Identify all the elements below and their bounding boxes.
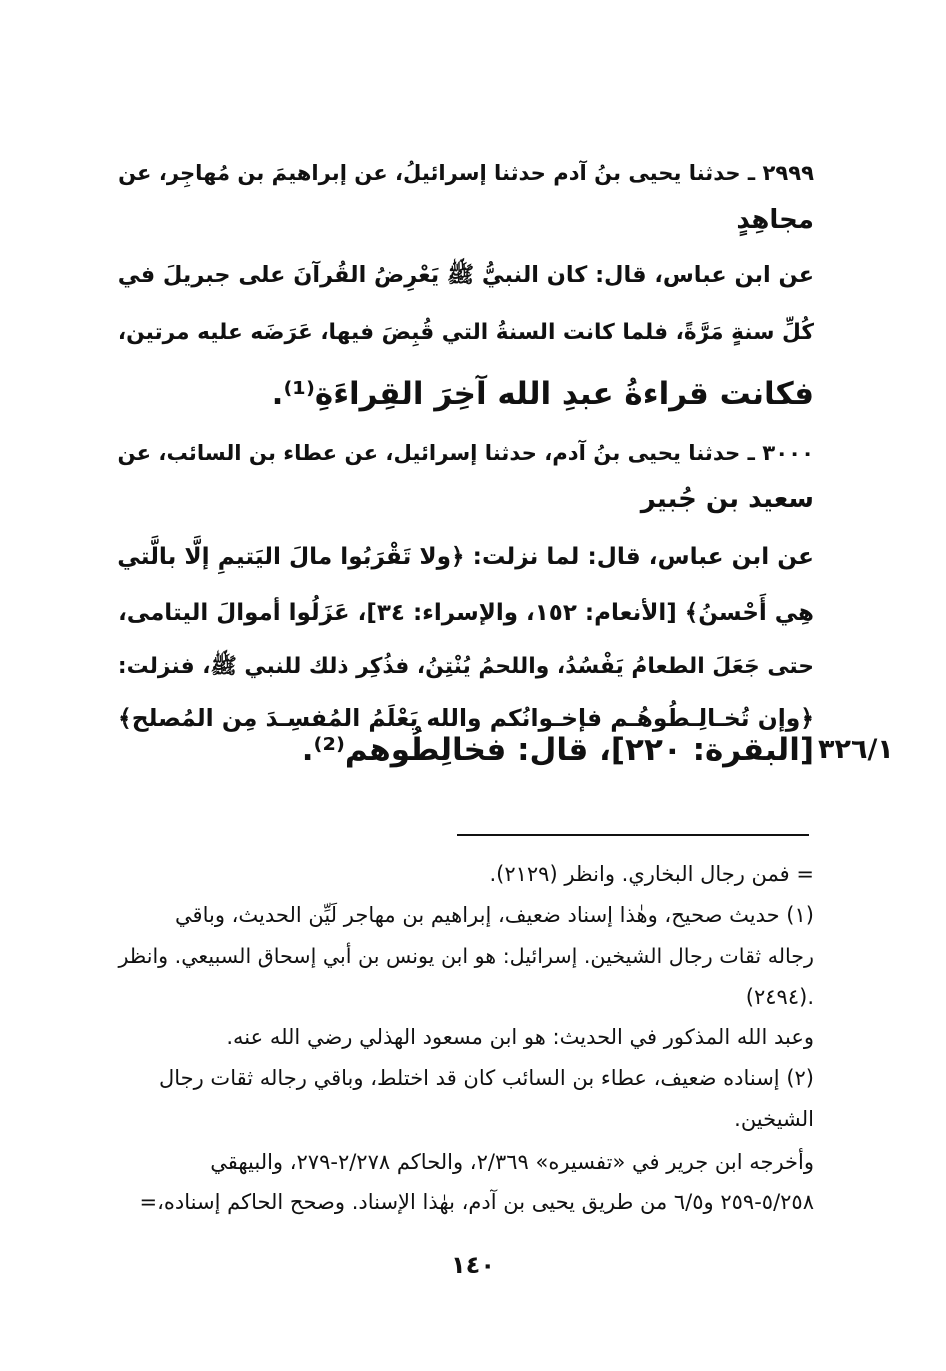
- footnote-line-4: (٢٤٩٤).: [745, 985, 814, 1009]
- footnote-separator: [457, 834, 809, 836]
- hadith-3000-matn-line-3: حتى جَعَلَ الطعامُ يَفْسُدُ، واللحمُ يُنْتِنُ، فذُكِر ذلك للنبي ﷺ، فنزلت:: [117, 654, 814, 679]
- hadith-2999-matn-line-1: عن ابن عباس، قال: كان النبيُّ ﷺ يَعْرِضُ القُرآنَ على جبريلَ في: [117, 262, 814, 288]
- hadith-3000-matn-line-4: ﴿وإن تُخـالِـطُوهُـم فإخـوانُكم والله يَعْلَمُ المُفسِـدَ مِن المُصلح﴾: [117, 704, 814, 732]
- hadith-3000-matn-line-2: هِي أَحْسنُ﴾ [الأنعام: ١٥٢، والإسراء: ٣٤]، عَزَلُوا أموالَ اليتامى،: [118, 600, 814, 626]
- footnote-line-1: = فمن رجال البخاري. وانظر (٢١٢٩).: [489, 862, 814, 886]
- footnote-line-2: (١) حديث صحيح، وهٰذا إسناد ضعيف، إبراهيم بن مهاجر لَيِّن الحديث، وباقي: [175, 903, 814, 927]
- footnote-line-9: ٥/٢٥٨-٢٥٩ و٦/٥ من طريق يحيى بن آدم، بهٰذا الإسناد. وصحح الحاكم إسناده،=: [139, 1190, 814, 1214]
- hadith-3000-matn-line-5: [البقرة: ٢٢٠]، قال: فخالِطُوهم⁽²⁾.: [301, 732, 814, 768]
- hadith-3000-matn-line-1: عن ابن عباس، قال: لما نزلت: ﴿ولا تَقْرَبُوا مالَ اليَتيمِ إلَّا بالَّتي: [117, 543, 814, 570]
- margin-volume-page-reference: ٣٢٦/١: [818, 734, 894, 765]
- footnote-line-5: وعبد الله المذكور في الحديث: هو ابن مسعود الهذلي رضي الله عنه.: [226, 1025, 814, 1049]
- hadith-2999-matn-line-2: كُلِّ سنةٍ مَرَّةً، فلما كانت السنةُ التي قُبِضَ فيها، عَرَضَه عليه مرتين،: [117, 320, 814, 345]
- footnote-line-8: وأخرجه ابن جرير في «تفسيره» ٢/٣٦٩، والحاكم ٢/٢٧٨-٢٧٩، والبيهقي: [210, 1150, 814, 1174]
- hadith-3000-isnad-line-1: ٣٠٠٠ ـ حدثنا يحيى بنُ آدم، حدثنا إسرائيل، عن عطاء بن السائب، عن: [117, 440, 814, 465]
- hadith-2999-isnad-line-2: مجاهِدٍ: [736, 205, 814, 235]
- footnote-line-7: الشيخين.: [734, 1107, 814, 1131]
- hadith-2999-matn-line-3: فكانت قراءةُ عبدِ الله آخِرَ القِراءَةِ⁽¹⁾.: [271, 376, 814, 412]
- page-number: ١٤٠: [451, 1251, 495, 1279]
- footnote-line-6: (٢) إسناده ضعيف، عطاء بن السائب كان قد اختلط، وباقي رجاله ثقات رجال: [158, 1066, 814, 1090]
- hadith-2999-isnad-line-1: ٢٩٩٩ ـ حدثنا يحيى بنُ آدم حدثنا إسرائيلُ، عن إبراهيمَ بن مُهاجِر، عن: [118, 160, 814, 185]
- footnote-line-3: رجاله ثقات رجال الشيخين. إسرائيل: هو ابن يونس بن أبي إسحاق السبيعي. وانظر: [118, 944, 814, 968]
- hadith-3000-isnad-line-2: سعيد بن جُبير: [640, 484, 814, 514]
